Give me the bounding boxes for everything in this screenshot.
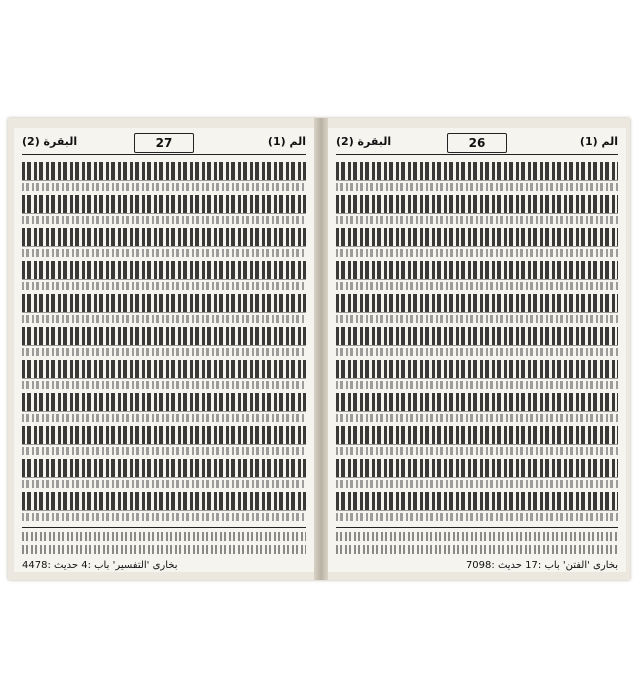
verse-line [22,426,306,445]
translation-line [336,480,618,488]
verse-line [336,492,618,511]
page-number: 27 [134,133,194,153]
surah-name: البقرة (2) [336,135,392,148]
translation-line [22,447,306,455]
translation-line [336,249,618,257]
translation-line [22,381,306,389]
translation-line [22,183,306,191]
verse-line [336,162,618,181]
footnote-line [336,532,618,541]
translation-line [22,414,306,422]
footnote-divider [22,527,306,528]
verse-line [336,261,618,280]
right-page-body [336,162,618,571]
surah-name: البقرة (2) [22,135,78,148]
verse-line [336,426,618,445]
left-page [14,128,314,572]
translation-line [336,381,618,389]
footnote-line [22,532,306,541]
translation-line [336,315,618,323]
footnote-divider [336,527,618,528]
verse-line [22,162,306,181]
translation-line [336,414,618,422]
translation-line [22,282,306,290]
translation-line [336,348,618,356]
book-gutter [314,118,328,580]
verse-line [22,327,306,346]
left-page-body [22,162,306,571]
verse-line [22,459,306,478]
verse-line [22,261,306,280]
juz-tag: الم (1) [579,135,618,148]
translation-line [22,216,306,224]
translation-line [336,282,618,290]
verse-line [22,360,306,379]
footnote-reference: بخاری 'الفتن' باب :17 حدیث :7098 [465,560,618,571]
juz-tag: الم (1) [267,135,306,148]
footnote-line [22,545,306,554]
verse-line [22,228,306,247]
verse-line [336,228,618,247]
verse-line [336,294,618,313]
verse-line [22,294,306,313]
verse-line [336,459,618,478]
translation-line [22,315,306,323]
right-page-header [336,134,618,155]
verse-line [22,492,306,511]
translation-line [336,183,618,191]
verse-line [336,195,618,214]
translation-line [336,447,618,455]
translation-line [22,480,306,488]
verse-line [22,195,306,214]
footnote-line [336,545,618,554]
verse-line [336,393,618,412]
left-page-header [22,134,306,155]
verse-line [336,327,618,346]
translation-line [22,249,306,257]
translation-line [336,513,618,521]
footnote-reference: بخاری 'التفسیر' باب :4 حدیث :4478 [22,560,178,571]
translation-line [22,513,306,521]
page-number: 26 [447,133,507,153]
translation-line [22,348,306,356]
right-page [328,128,626,572]
verse-line [22,393,306,412]
translation-line [336,216,618,224]
open-book [8,118,630,580]
verse-line [336,360,618,379]
